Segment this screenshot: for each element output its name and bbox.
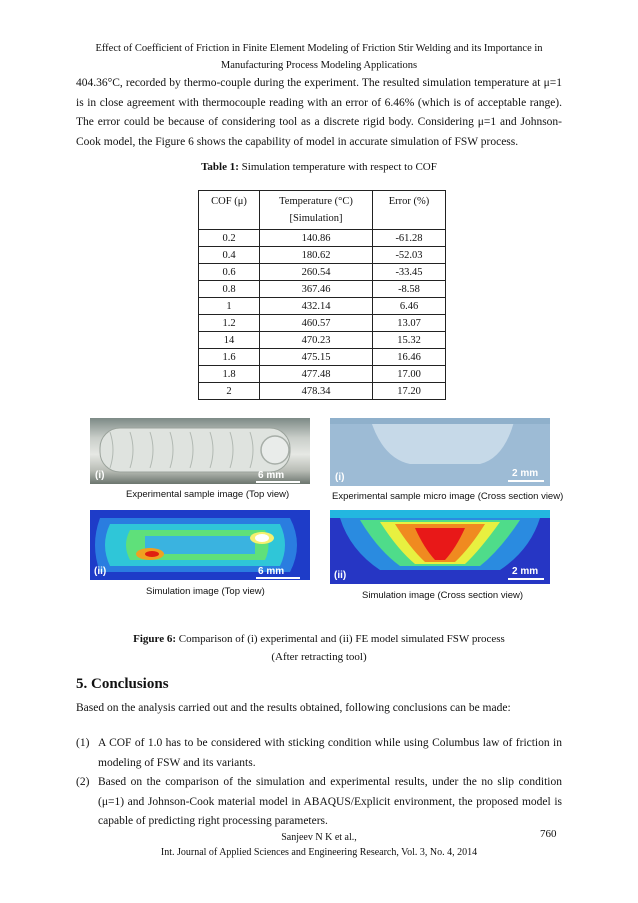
simulation-cross-section-label: Simulation image (Cross section view)	[362, 590, 524, 601]
table-row	[199, 315, 446, 332]
intro-paragraph: 404.36°C, recorded by thermo-couple during the experiment. The resulted simulation temperature at μ=1 is in close agreement with thermocouple reading with an error of 6.46% (which is of acceptable range). The error could be because of considering tool as a discrete rigid body. Considering μ=1 and Johnson-Cook model, the Figure 6 shows the capability of model in accurate simulation of FSW process.	[76, 77, 562, 148]
figure-caption-line-2: (After retracting tool)	[271, 651, 367, 663]
scale-label: 6 mm	[258, 566, 285, 577]
conclusions-lead: Based on the analysis carried out and the results obtained, following conclusions can be made:	[76, 702, 511, 714]
conclusion-item	[76, 734, 562, 773]
error-cell: -61.28	[373, 230, 446, 247]
cof-cell: 0.4	[199, 247, 260, 264]
figure-6	[90, 418, 564, 618]
col-header-cof: COF (μ)	[199, 191, 260, 230]
cof-cell: 0.2	[199, 230, 260, 247]
temperature-cell: 475.15	[260, 349, 373, 366]
temperature-cell: 140.86	[260, 230, 373, 247]
cof-table	[198, 190, 446, 400]
table-caption	[76, 161, 562, 173]
experimental-cross-section-image	[330, 418, 550, 486]
scale-bar	[256, 577, 300, 579]
temperature-cell: 432.14	[260, 298, 373, 315]
table-caption-text: Simulation temperature with respect to COF	[238, 161, 437, 173]
table-row	[199, 332, 446, 349]
conclusion-number: (1)	[76, 737, 90, 749]
temperature-cell: 478.34	[260, 383, 373, 400]
section-heading-conclusions: 5. Conclusions	[76, 676, 169, 692]
temperature-cell: 367.46	[260, 281, 373, 298]
scale-label: 2 mm	[512, 566, 539, 577]
experimental-cross-section-label: Experimental sample micro image (Cross section view)	[332, 491, 564, 502]
experimental-top-view-label: Experimental sample image (Top view)	[126, 489, 290, 500]
cof-cell: 1	[199, 298, 260, 315]
table-row	[199, 264, 446, 281]
panel-tag: (ii)	[334, 570, 347, 581]
page-number: 760	[540, 828, 557, 840]
running-header	[60, 40, 578, 74]
simulation-top-view-label: Simulation image (Top view)	[146, 586, 265, 597]
panel-tag: (ii)	[94, 566, 107, 577]
experimental-top-view-image	[90, 418, 310, 484]
conclusion-text: Based on the comparison of the simulation and experimental results, under the no slip condition (μ=1) and Johnson-Cook material model in ABAQUS/Explicit environment, the proposed model is capable of predicting right processing parameters.	[98, 776, 562, 828]
error-cell: -33.45	[373, 264, 446, 281]
cof-cell: 1.8	[199, 366, 260, 383]
error-cell: 15.32	[373, 332, 446, 349]
table-row	[199, 366, 446, 383]
col-header-temperature	[260, 191, 373, 230]
temperature-cell: 260.54	[260, 264, 373, 281]
col-header-error: Error (%)	[373, 191, 446, 230]
figure-caption-label: Figure 6:	[133, 633, 177, 645]
table-caption-label: Table 1:	[201, 161, 239, 173]
page-footer	[60, 830, 578, 860]
header-line-1: Effect of Coefficient of Friction in Finite Element Modeling of Friction Stir Welding and its Importance in	[95, 43, 543, 54]
header-line-2: Manufacturing Process Modeling Applications	[220, 60, 418, 71]
conclusion-text: A COF of 1.0 has to be considered with sticking condition while using Columbus law of friction in modeling of FSW and its variants.	[98, 737, 562, 769]
table-row	[199, 230, 446, 247]
cof-cell: 14	[199, 332, 260, 349]
table-row	[199, 298, 446, 315]
col-header-temperature-sub: [Simulation]	[289, 213, 343, 224]
error-cell: 17.00	[373, 366, 446, 383]
table-row	[199, 349, 446, 366]
cof-cell: 0.8	[199, 281, 260, 298]
temperature-cell: 477.48	[260, 366, 373, 383]
scale-bar	[508, 480, 544, 482]
table-row	[199, 281, 446, 298]
simulation-top-view-image	[90, 510, 310, 580]
conclusion-item	[76, 773, 562, 832]
cof-cell: 0.6	[199, 264, 260, 281]
scale-bar	[256, 481, 300, 483]
cof-cell: 1.2	[199, 315, 260, 332]
footer-authors: Sanjeev N K et al.,	[281, 832, 357, 843]
cof-cell: 2	[199, 383, 260, 400]
error-cell: -52.03	[373, 247, 446, 264]
figure-caption-text: Comparison of (i) experimental and (ii) FE model simulated FSW process	[176, 633, 505, 645]
temperature-cell: 470.23	[260, 332, 373, 349]
footer-journal: Int. Journal of Applied Sciences and Engineering Research, Vol. 3, No. 4, 2014	[160, 847, 478, 858]
table-header-row	[199, 191, 446, 230]
temperature-cell: 460.57	[260, 315, 373, 332]
error-cell: -8.58	[373, 281, 446, 298]
conclusion-number: (2)	[76, 776, 90, 788]
cof-cell: 1.6	[199, 349, 260, 366]
scale-label: 6 mm	[258, 470, 285, 481]
error-cell: 13.07	[373, 315, 446, 332]
error-cell: 17.20	[373, 383, 446, 400]
figure-caption	[76, 630, 562, 666]
panel-tag: (i)	[95, 470, 105, 481]
table-row	[199, 247, 446, 264]
temperature-cell: 180.62	[260, 247, 373, 264]
table-row	[199, 383, 446, 400]
col-header-temperature-main: Temperature (°C)	[279, 196, 353, 207]
simulation-cross-section-image	[330, 510, 550, 584]
scale-label: 2 mm	[512, 468, 539, 479]
error-cell: 6.46	[373, 298, 446, 315]
panel-tag: (i)	[335, 472, 345, 483]
error-cell: 16.46	[373, 349, 446, 366]
scale-bar	[508, 578, 544, 580]
